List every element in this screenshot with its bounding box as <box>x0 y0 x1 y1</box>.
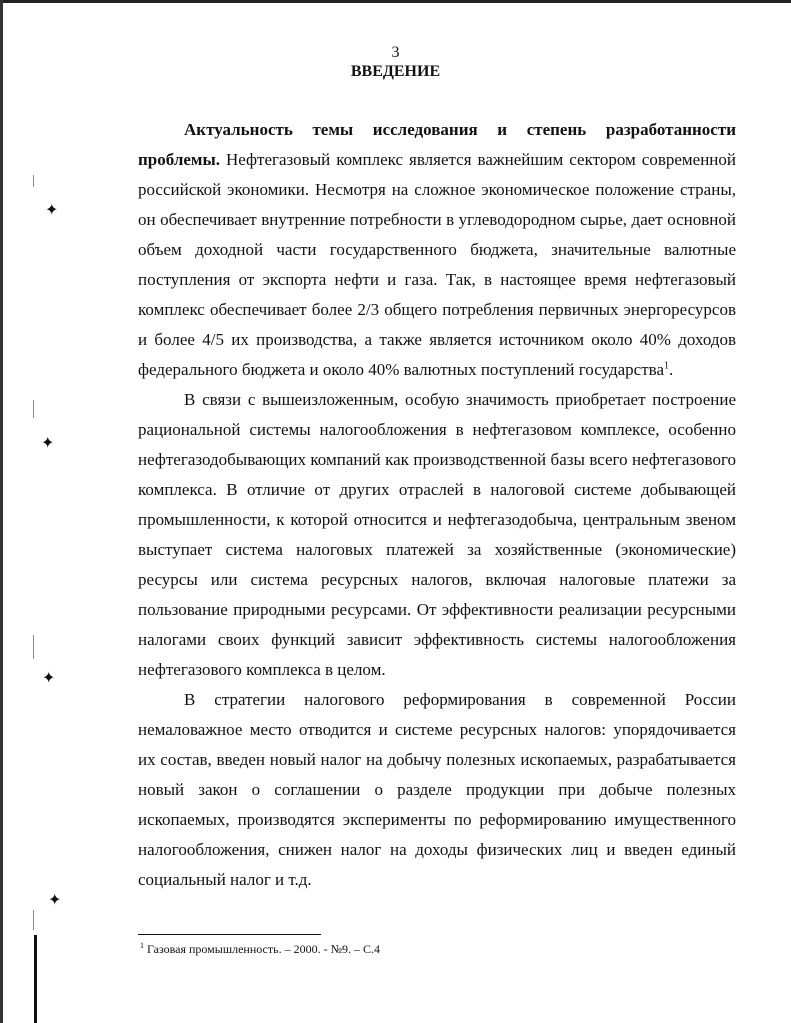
scan-mark <box>33 400 34 418</box>
scan-speck: ✦ <box>42 670 56 687</box>
footnote <box>140 941 380 957</box>
page-title: ВВЕДЕНИЕ <box>350 63 441 80</box>
paragraph-3: В стратегии налогового реформирования в современной России немаловажное место отводится и системе ресурсных налогов: упорядочивается их состав, введен новый налог на добычу полезных ископаемых, разрабатывается новый закон о соглашении о разделе продукции при добыче полезных ископаемых, производятся эксперименты по реформированию имущественного налогообложения, снижен налог на доходы физических лиц и введен единый социальный налог и т.д. <box>138 690 736 889</box>
scan-speck: ✦ <box>41 435 55 452</box>
paragraph-2: В связи с вышеизложенным, особую значимость приобретает построение рациональной системы налогообложения в нефтегазовом комплексе, особенно нефтегазодобывающих компаний как производственной базы всего нефтегазового комплекса. В отличие от других отраслей в налоговой системе добывающей промышленности, к которой относится и нефтегазодобыча, центральным звеном выступает система налоговых платежей за хозяйственные (экономические) ресурсы или система ресурсных налогов, включая налоговые платежи за пользование природными ресурсами. От эффективности реализации ресурсными налогами своих функций зависит эффективность системы налогообложения нефтегазового комплекса в целом. <box>138 390 736 679</box>
footnote-rule <box>138 934 321 935</box>
scan-edge-top <box>0 0 791 3</box>
footnote-text: Газовая промышленность. – 2000. - №9. – С.4 <box>144 942 381 956</box>
scan-edge-left <box>0 0 3 1023</box>
scan-speck: ✦ <box>45 202 59 219</box>
paragraph-lead: Актуальность темы исследования и степень разработанности проблемы. <box>138 120 736 169</box>
body-text <box>138 115 736 895</box>
footnote-marker: 1 <box>140 941 144 950</box>
paragraph-text: Нефтегазовый комплекс является важнейшим сектором современной российской экономики. Несмотря на сложное экономическое положение страны, он обеспечивает внутренние потребности в углеводородном сырье, дает основной объем доходной части государственного бюджета, значительные валютные поступления от экспорта нефти и газа. Так, в настоящее время нефтегазовый комплекс обеспечивает более 2/3 общего потребления первичных энергоресурсов и более 4/5 их производства, а также является источником около 40% доходов федерального бюджета и около 40% валютных поступлений государства <box>138 150 736 379</box>
scan-speck: ✦ <box>48 892 62 909</box>
scan-edge-left-lower <box>34 935 37 1023</box>
scan-mark <box>33 635 34 659</box>
footnote-reference: 1 <box>664 360 669 372</box>
paragraph-tail: . <box>669 360 674 379</box>
page-number: 3 <box>391 44 400 61</box>
paragraph-1 <box>138 115 736 385</box>
scan-mark <box>33 175 34 187</box>
scan-mark <box>33 910 34 930</box>
